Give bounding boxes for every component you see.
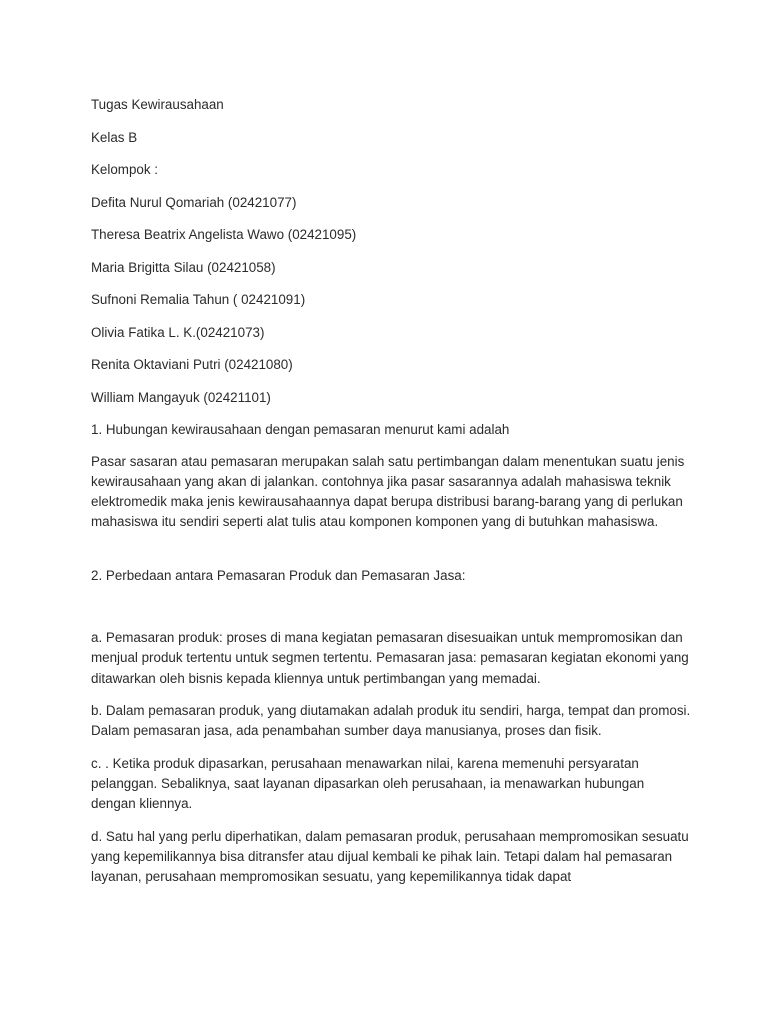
spacer (91, 597, 691, 628)
question-1-heading: 1. Hubungan kewirausahaan dengan pemasaran menurut kami adalah (91, 422, 510, 437)
member-item: Theresa Beatrix Angelista Wawo (02421095) (91, 227, 357, 242)
member-item: Olivia Fatika L. K.(02421073) (91, 324, 265, 340)
question-2-point-b: b. Dalam pemasaran produk, yang diutamakan adalah produk itu sendiri, harga, tempat dan promosi. Dalam pemasaran jasa, ada penambahan sumber daya manusianya, proses dan fisik. (91, 703, 691, 739)
member-item: Renita Oktaviani Putri (02421080) (91, 357, 293, 372)
question-1-answer: Pasar sasaran atau pemasaran merupakan salah satu pertimbangan dalam menentukan suatu jenis kewirausahaan yang akan di jalankan. contohnya jika pasar sasarannya adalah mahasiswa teknik elektromedik maka jenis kewirausahaannya dapat berupa distribusi barang-barang yang di perlukan mahasiswa itu sendiri seperti alat tulis atau komponen komponen yang di butuhkan mahasiswa. (91, 453, 685, 530)
group-label: Kelompok : (91, 162, 158, 177)
member-item: Maria Brigitta Silau (02421058) (91, 259, 276, 275)
spacer (91, 545, 691, 565)
member-list (91, 192, 691, 408)
member-item: Defita Nurul Qomariah (02421077) (91, 194, 297, 210)
question-2-point-d: d. Satu hal yang perlu diperhatikan, dalam pemasaran produk, perusahaan mempromosikan sesuatu yang kepemilikannya bisa ditransfer atau dijual kembali ke pihak lain. Tetapi dalam hal pemasaran layanan, perusahaan mempromosikan sesuatu, yang kepemilikannya tidak dapat (91, 828, 689, 885)
document-title: Tugas Kewirausahaan (91, 97, 224, 112)
class-line: Kelas B (91, 129, 138, 145)
question-2-point-a: a. Pemasaran produk: proses di mana kegiatan pemasaran disesuaikan untuk mempromosikan dan menjual produk tertentu untuk segmen tertentu. Pemasaran jasa: pemasaran kegiatan ekonomi yang ditawarkan oleh bisnis kepada kliennya untuk pertimbangan yang memadai. (91, 630, 689, 686)
member-item: Sufnoni Remalia Tahun ( 02421091) (91, 292, 306, 307)
question-2-point-c: c. . Ketika produk dipasarkan, perusahaan menawarkan nilai, karena memenuhi persyaratan pelanggan. Sebaliknya, saat layanan dipasarkan oleh perusahaan, ia menawarkan hubungan dengan kliennya. (91, 755, 645, 812)
question-2-heading: 2. Perbedaan antara Pemasaran Produk dan Pemasaran Jasa: (91, 567, 466, 583)
document-body (91, 94, 691, 899)
member-item: William Mangayuk (02421101) (91, 389, 271, 405)
